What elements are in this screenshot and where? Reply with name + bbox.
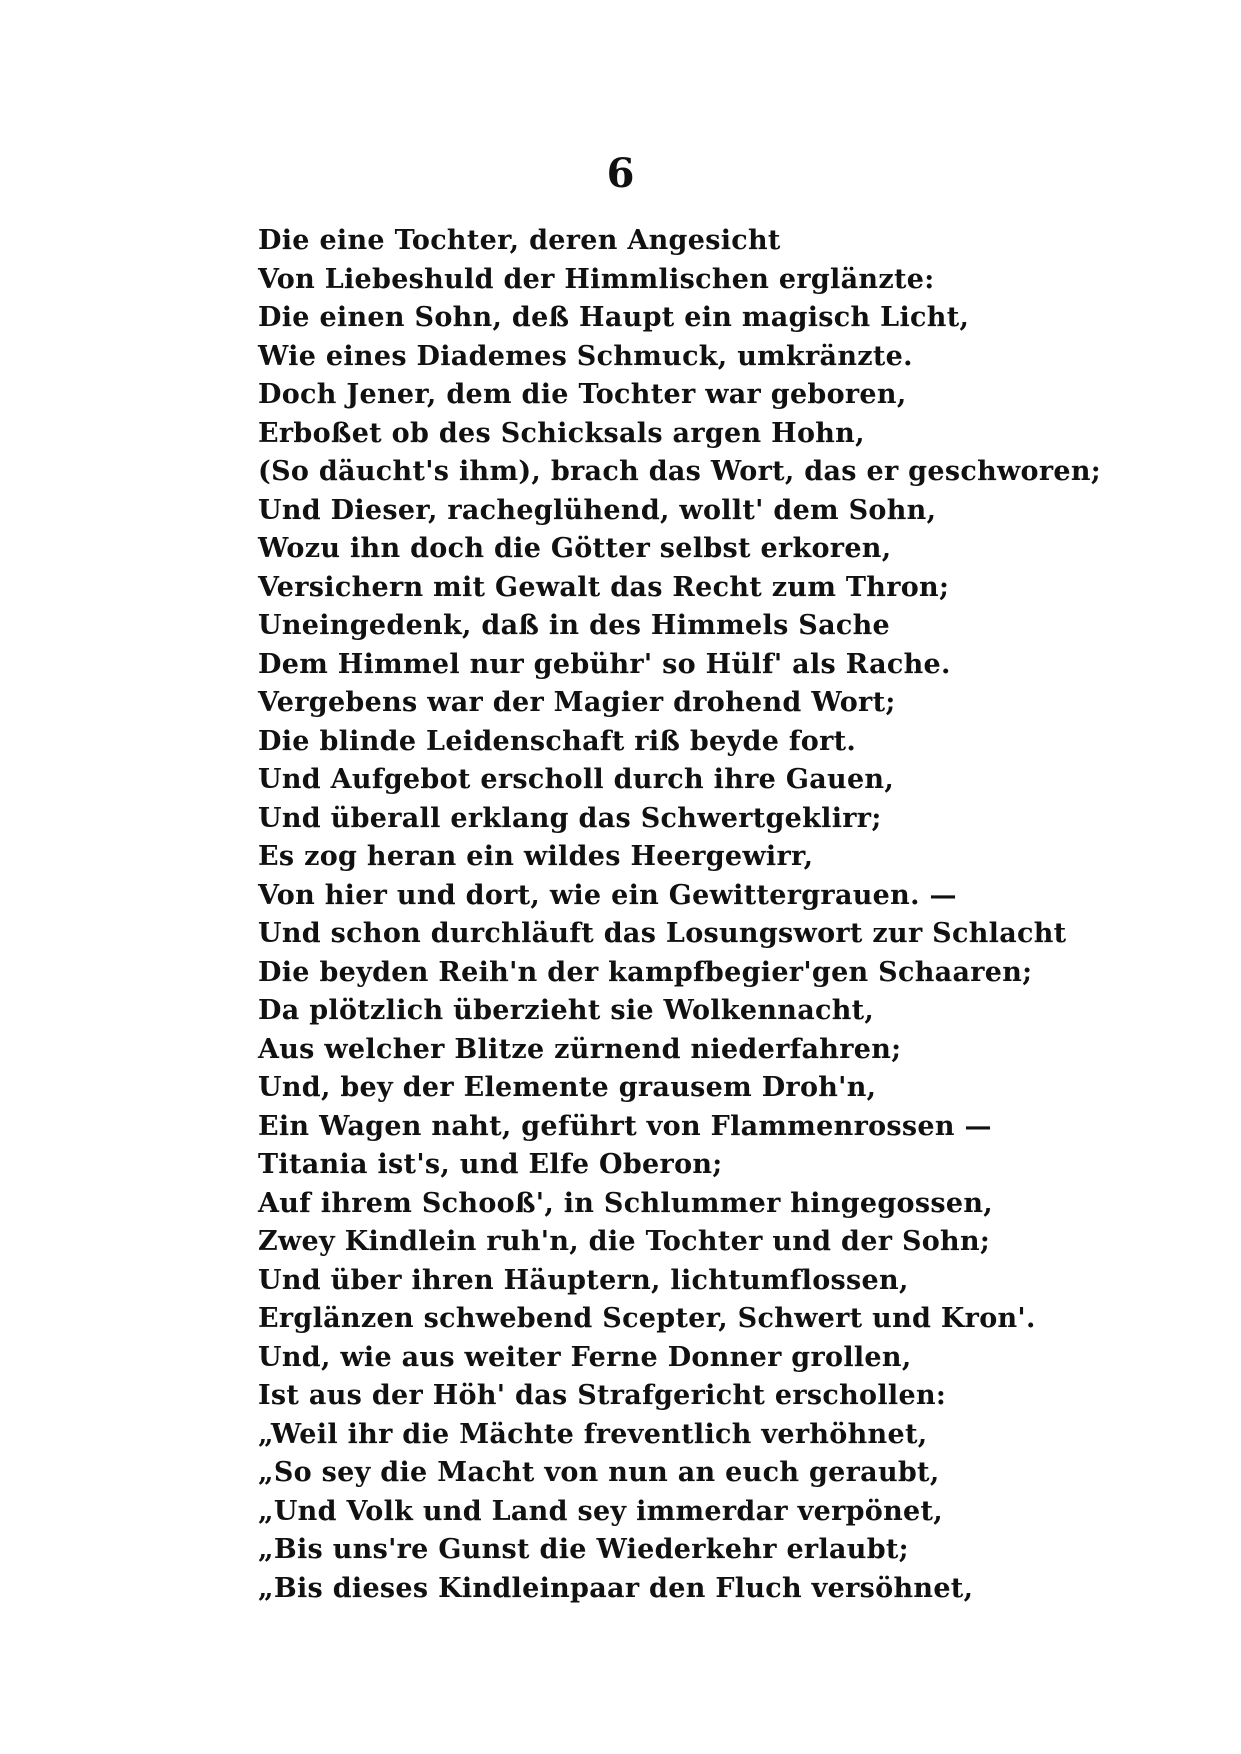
poem-line: Die eine Tochter, deren Angesicht	[258, 225, 781, 256]
poem-line: Dem Himmel nur gebühr' so Hülf' als Rache.	[258, 648, 951, 680]
poem-line: Erboßet ob des Schicksals argen Hohn,	[258, 417, 865, 449]
poem-line: „So sey die Macht von nun an euch geraubt,	[258, 1457, 940, 1488]
poem-line: Vergebens war der Magier drohend Wort;	[258, 687, 896, 718]
poem-line: Es zog heran ein wildes Heergewirr,	[258, 841, 814, 872]
poem-line: Ein Wagen naht, geführt von Flammenrossen —	[258, 1110, 992, 1142]
poem-line: Aus welcher Blitze zürnend niederfahren;	[258, 1033, 902, 1065]
poem-line: „Weil ihr die Mächte freventlich verhöhnet,	[258, 1418, 928, 1450]
poem-line: Wie eines Diademes Schmuck, umkränzte.	[258, 340, 913, 372]
poem-line: Und überall erklang das Schwertgeklirr;	[258, 802, 882, 834]
poem-line: Auf ihrem Schooß', in Schlummer hingegossen,	[258, 1187, 993, 1219]
poem-line: Die blinde Leidenschaft riß beyde fort.	[258, 725, 857, 757]
poem-line: Und, wie aus weiter Ferne Donner grollen,	[258, 1341, 912, 1373]
poem-text-block	[258, 222, 1101, 1608]
poem-line: Und Dieser, racheglühend, wollt' dem Sohn,	[258, 494, 937, 526]
poem-line: Versichern mit Gewalt das Recht zum Thron;	[258, 571, 950, 603]
poem-line: Von hier und dort, wie ein Gewittergrauen. —	[258, 879, 957, 911]
poem-line: (So däucht's ihm), brach das Wort, das er geschworen;	[258, 456, 1102, 487]
poem-line: Und Aufgebot erscholl durch ihre Gauen,	[258, 764, 895, 795]
poem-line: Und schon durchläuft das Losungswort zur Schlacht	[258, 918, 1067, 949]
poem-line: Doch Jener, dem die Tochter war geboren,	[258, 379, 907, 410]
poem-line: Die einen Sohn, deß Haupt ein magisch Licht,	[258, 302, 970, 333]
poem-line: „Bis uns're Gunst die Wiederkehr erlaubt;	[258, 1534, 909, 1565]
poem-line: Titania ist's, und Elfe Oberon;	[258, 1149, 723, 1180]
poem-line: Wozu ihn doch die Götter selbst erkoren,	[258, 533, 892, 564]
page-number: 6	[606, 150, 635, 197]
poem-line: Ist aus der Höh' das Strafgericht erschollen:	[258, 1380, 947, 1411]
poem-line: Von Liebeshuld der Himmlischen erglänzte:	[258, 263, 935, 295]
poem-line: Und, bey der Elemente grausem Droh'n,	[258, 1072, 877, 1103]
poem-line: Da plötzlich überzieht sie Wolkennacht,	[258, 995, 875, 1026]
poem-line: Und über ihren Häuptern, lichtumflossen,	[258, 1264, 909, 1296]
poem-line: Uneingedenk, daß in des Himmels Sache	[258, 610, 891, 641]
poem-line: „Bis dieses Kindleinpaar den Fluch versöhnet,	[258, 1572, 974, 1604]
poem-line: Die beyden Reih'n der kampfbegier'gen Schaaren;	[258, 956, 1033, 988]
poem-line: Zwey Kindlein ruh'n, die Tochter und der Sohn;	[258, 1226, 991, 1257]
poem-line: Erglänzen schwebend Scepter, Schwert und Kron'.	[258, 1303, 1036, 1334]
poem-line: „Und Volk und Land sey immerdar verpönet,	[258, 1495, 943, 1527]
